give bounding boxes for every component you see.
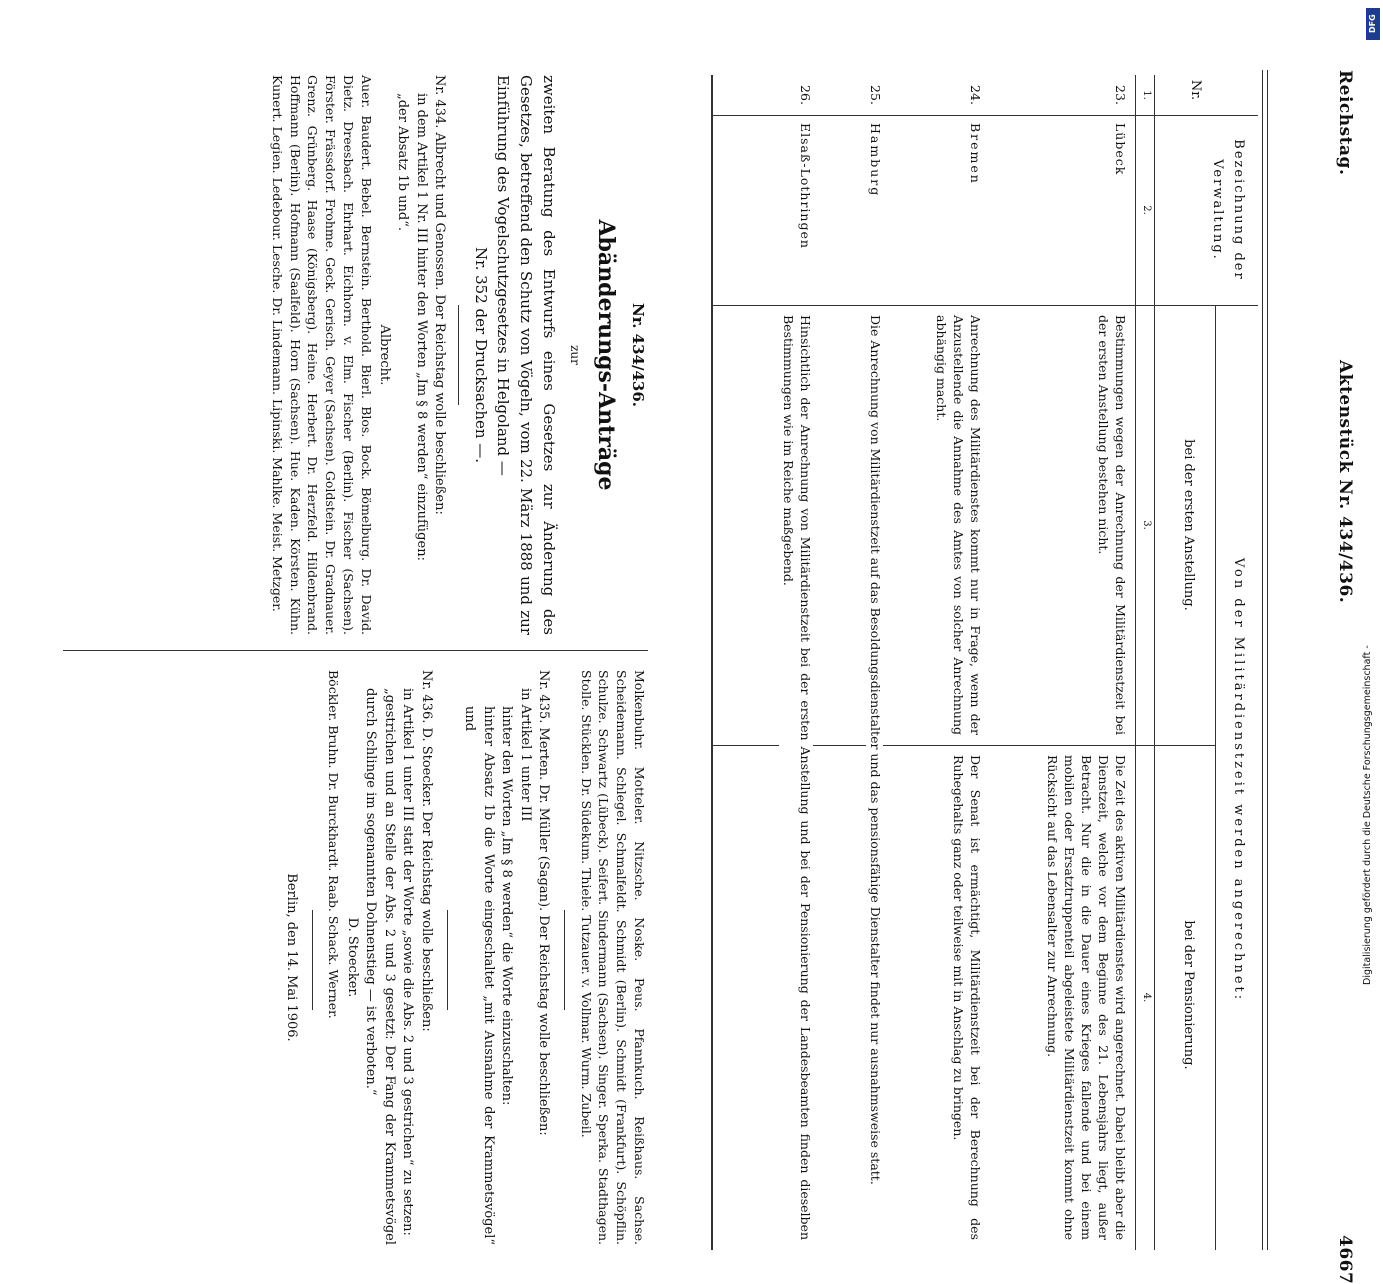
page-number: 4667 bbox=[1335, 1235, 1355, 1284]
row-24-pensionierung: Der Senat ist ermächtigt, Militärdienstzeit bei der Berechnung des Ruhegehalts ganz oder teilweise mit in Anschlag zu bringen. bbox=[951, 755, 983, 1240]
row-25-anstellung: Die Anrechnung von Militärdienstzeit auf das Besoldungsdienstalter und das pensionsfähige Dienstalter findet nur ausnahmsweise statt. bbox=[866, 315, 883, 1240]
table-top-rule-2 bbox=[1262, 70, 1263, 1250]
antrag-436-names: Böckler. Bruhn. Dr. Burckhardt. Raab. Schack. Werner. bbox=[326, 670, 342, 1019]
antrag-435-text-3: hinter Absatz 1b die Worte eingeschaltet „mit Ausnahme der Krammetsvögel“ und bbox=[462, 706, 496, 1245]
separator-2 bbox=[564, 910, 565, 1010]
dfg-logo: DFG bbox=[1366, 8, 1380, 40]
antrag-434-names: Auer. Baudert. Bebel. Bernstein. Berthold. Bierl. Blos. Bock. Bömelburg. Dr. David. Dietz. Dreesbach. Ehrhart. Eichhorn. v. Elm. Fischer (Berlin). Fischer (Sachsen). Förster. Frässdorf. Frohme. Geck. Gerisch. Geyer (Sachsen). Goldstein. Dr. Gradnauer. Grenz. Grünberg. Haase (Königsberg). Heine. Herbert. Dr. Herzfeld. Hildenbrand. Hoffmann (Berlin). Hofmann (Saalfeld). Horn (Sachsen). Hue. Kaden. Körsten. Kühn. Kunert. Legien. Ledebour. Lesche. Dr. Lindemann. Lipinski. Mahlke. Meist. Metzger. bbox=[269, 75, 374, 635]
header-left: Reichstag. bbox=[1335, 70, 1355, 176]
row-24-nr: 24. bbox=[968, 85, 983, 105]
separator-3 bbox=[447, 910, 448, 1010]
th-pensionierung: bei der Pensionierung. bbox=[1181, 920, 1196, 1070]
antraege-number: Nr. 434/436. bbox=[629, 302, 647, 407]
antrag-435-text-2: hinter den Worten „Im § 8 werden“ die Worte einzuschalten: bbox=[499, 706, 515, 1106]
digitization-note: Digitalisierung gefördert durch die Deutsche Forschungsgemeinschaft - bbox=[1362, 645, 1373, 985]
antrag-434-text: in dem Artikel 1 Nr. III hinter den Worten „Im § 8 werden“ einzufügen: bbox=[413, 93, 429, 561]
colnum-3: 3. bbox=[1141, 520, 1152, 530]
row-26-nr: 26. bbox=[798, 85, 813, 105]
antrag-435: Nr. 435. Merten. Dr. Müller (Sagan). Der Reichstag wolle beschließen: bbox=[536, 670, 551, 1136]
right-text-column bbox=[281, 670, 648, 1245]
th-bezeichnung: Bezeichnung der Verwaltung. bbox=[1210, 139, 1246, 281]
th-group-rule bbox=[1215, 305, 1216, 1250]
row-23-name: Lübeck bbox=[1113, 123, 1128, 176]
row-26-name: Elsaß-Lothringen bbox=[798, 123, 813, 249]
colnum-rule-bottom bbox=[1135, 75, 1136, 1250]
col-divider-1 bbox=[713, 115, 1258, 116]
header-center: Aktenstück Nr. 434/436. bbox=[1335, 360, 1355, 604]
colnum-2: 2. bbox=[1141, 205, 1152, 215]
separator-4 bbox=[312, 910, 313, 1010]
date-line: Berlin, den 14. Mai 1906. bbox=[283, 873, 299, 1042]
row-25-nr: 25. bbox=[868, 85, 883, 105]
row-25-name: Hamburg bbox=[868, 123, 883, 198]
th-nr: Nr. bbox=[1188, 79, 1203, 101]
row-26-anstellung: Hinsichtlich der Anrechnung von Militärdienstzeit bei der ersten Anstellung und bei der Pensionierung der Landesbeamten finden dieselben Bestimmungen wie im Reiche maßgebend. bbox=[781, 315, 813, 1240]
data-table bbox=[708, 75, 1258, 1250]
row-23-anstellung: Bestimmungen wegen der Anrechnung der Militärdienstzeit bei der ersten Anstellung bestehen nicht. bbox=[1096, 315, 1128, 735]
colnum-1: 1. bbox=[1141, 90, 1152, 100]
left-text-column bbox=[268, 75, 648, 635]
row-24-anstellung: Anrechnung des Militärdienstes kommt nur in Frage, wenn der Anzustellende die Annahme des Amtes von solcher Anrechnung abhängig macht. bbox=[934, 315, 983, 735]
antrag-434-sign: Albrecht. bbox=[377, 324, 393, 386]
antrag-434: Nr. 434. Albrecht und Genossen. Der Reichstag wolle beschließen: bbox=[432, 75, 448, 515]
separator-1 bbox=[458, 305, 459, 405]
colnum-4: 4. bbox=[1141, 992, 1152, 1003]
antrag-436-text-2: „gestrichen und an Stelle der Abs. 2 und 3 gesetzt: Der Fang der Krammetsvögel durch Schlinge im sogenannten Dohnenstieg — ist verboten.“ bbox=[363, 688, 397, 1245]
antrag-435-text-1: in Artikel 1 unter III bbox=[517, 688, 533, 822]
colnum-rule-top bbox=[1154, 75, 1155, 1250]
col-divider-2 bbox=[713, 305, 1258, 306]
row-23-nr: 23. bbox=[1113, 85, 1128, 105]
names-continued: Molkenbuhr. Motteler. Nitzsche. Noske. Peus. Pfannkuch. Reißhaus. Sachse. Scheidemann. Schlegel. Schmalfeldt. Schmidt (Berlin). Schmidt (Frankfurt). Schöpflin. Schulze. Schwartz (Lübeck). Seifert. Sindermann (Sachsen). Singer. Sperka. Stadthagen. Stolle. Stücklen. Dr. Südekum. Thiele. Tutzauer. v. Vollmar. Wurm. Zubeil. bbox=[578, 670, 647, 1245]
table-top-rule bbox=[1267, 70, 1268, 1250]
th-group: Von der Militärdienstzeit werden angerechnet: bbox=[1231, 557, 1246, 1003]
antrag-434-quote: „der Absatz 1b und“. bbox=[395, 93, 411, 232]
antrag-436: Nr. 436. D. Stoecker. Der Reichstag wolle beschließen: bbox=[418, 670, 434, 1032]
antrag-436-sign: D. Stoecker. bbox=[344, 917, 360, 998]
table-bottom-rule bbox=[711, 75, 713, 1250]
antraege-zur: zur bbox=[568, 345, 583, 365]
row-24-name: Bremen bbox=[968, 123, 983, 185]
row-23-pensionierung: Die Zeit des aktiven Militärdienstes wird angerechnet. Dabei bleibt aber die Dienstzeit, welche vor dem Beginne des 21. Lebensjahrs liegt, außer Betracht. Nur die in die Dauer eines Krieges fallende und bei einem mobilen oder Ersatztruppenteil abgeleistete Militärdienstzeit kommt ohne Rücksicht auf das Lebensalter zur Anrechnung. bbox=[1045, 755, 1128, 1240]
antraege-title: Abänderungs-Anträge bbox=[592, 219, 619, 491]
antrag-436-text-1: in Artikel 1 unter III statt der Worte „sowie die Abs. 2 und 3 gestrichen“ zu setzen: bbox=[400, 688, 416, 1236]
drucksache-ref: Nr. 352 der Drucksachen —. bbox=[471, 246, 490, 464]
column-divider bbox=[63, 650, 648, 651]
antraege-intro: zweiten Beratung des Entwurfs eines Gesetzes zur Änderung des Gesetzes, betreffend den Schutz von Vögeln, vom 22. März 1888 und zur Einführung des Vogelschutzgesetzes in Helgoland — bbox=[493, 75, 559, 635]
th-anstellung: bei der ersten Anstellung. bbox=[1181, 439, 1196, 611]
